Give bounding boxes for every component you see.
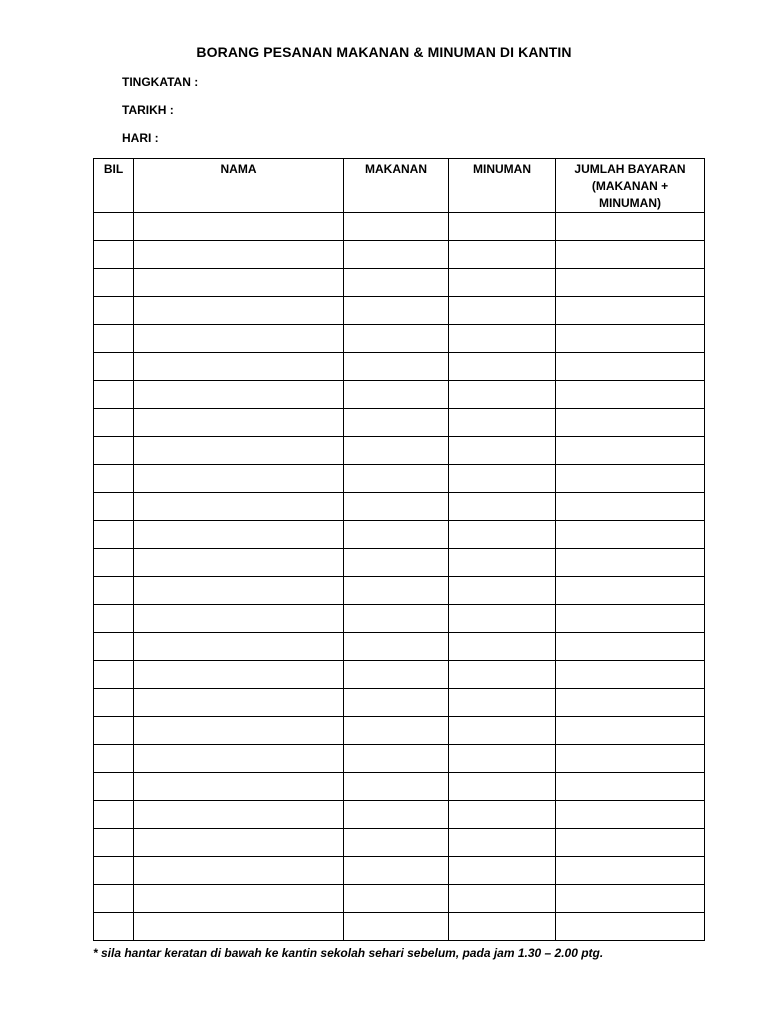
cell-nama — [134, 689, 344, 717]
cell-makanan — [344, 549, 449, 577]
cell-nama — [134, 857, 344, 885]
cell-nama — [134, 437, 344, 465]
table-row — [94, 913, 705, 941]
cell-jumlah-bayaran — [556, 549, 705, 577]
cell-makanan — [344, 269, 449, 297]
header-row — [94, 159, 705, 213]
table-row — [94, 213, 705, 241]
cell-minuman — [449, 465, 556, 493]
cell-bil — [94, 493, 134, 521]
table-row — [94, 801, 705, 829]
cell-minuman — [449, 857, 556, 885]
cell-makanan — [344, 325, 449, 353]
cell-nama — [134, 605, 344, 633]
cell-minuman — [449, 269, 556, 297]
cell-bil — [94, 381, 134, 409]
cell-bil — [94, 913, 134, 941]
cell-jumlah-bayaran — [556, 745, 705, 773]
cell-makanan — [344, 661, 449, 689]
cell-bil — [94, 325, 134, 353]
cell-bil — [94, 689, 134, 717]
table-row — [94, 521, 705, 549]
cell-minuman — [449, 829, 556, 857]
cell-nama — [134, 493, 344, 521]
cell-minuman — [449, 213, 556, 241]
header-makanan: MAKANAN — [344, 159, 449, 213]
header-jumlah-line-2: (MAKANAN + — [591, 179, 669, 193]
cell-minuman — [449, 325, 556, 353]
cell-makanan — [344, 353, 449, 381]
cell-makanan — [344, 885, 449, 913]
cell-nama — [134, 325, 344, 353]
cell-makanan — [344, 857, 449, 885]
table-row — [94, 353, 705, 381]
cell-makanan — [344, 409, 449, 437]
hari-label: HARI : — [122, 131, 159, 145]
cell-bil — [94, 549, 134, 577]
cell-nama — [134, 885, 344, 913]
cell-bil — [94, 521, 134, 549]
cell-jumlah-bayaran — [556, 465, 705, 493]
table-row — [94, 829, 705, 857]
cell-bil — [94, 885, 134, 913]
cell-minuman — [449, 661, 556, 689]
table-row — [94, 409, 705, 437]
tarikh-label: TARIKH : — [122, 103, 174, 117]
table-row — [94, 297, 705, 325]
cell-nama — [134, 549, 344, 577]
cell-bil — [94, 801, 134, 829]
cell-makanan — [344, 773, 449, 801]
header-minuman: MINUMAN — [449, 159, 556, 213]
tingkatan-label: TINGKATAN : — [122, 75, 199, 89]
cell-nama — [134, 913, 344, 941]
cell-minuman — [449, 745, 556, 773]
cell-makanan — [344, 381, 449, 409]
order-table — [93, 158, 705, 941]
cell-nama — [134, 521, 344, 549]
cell-minuman — [449, 801, 556, 829]
cell-nama — [134, 773, 344, 801]
cell-nama — [134, 353, 344, 381]
cell-minuman — [449, 549, 556, 577]
cell-jumlah-bayaran — [556, 521, 705, 549]
cell-makanan — [344, 521, 449, 549]
header-bil: BIL — [94, 159, 134, 213]
cell-makanan — [344, 577, 449, 605]
table-row — [94, 437, 705, 465]
cell-minuman — [449, 885, 556, 913]
table-row — [94, 773, 705, 801]
table-row — [94, 465, 705, 493]
cell-makanan — [344, 689, 449, 717]
cell-bil — [94, 773, 134, 801]
cell-jumlah-bayaran — [556, 885, 705, 913]
cell-bil — [94, 409, 134, 437]
cell-minuman — [449, 773, 556, 801]
cell-minuman — [449, 409, 556, 437]
cell-jumlah-bayaran — [556, 829, 705, 857]
table-row — [94, 269, 705, 297]
cell-minuman — [449, 605, 556, 633]
form-title: BORANG PESANAN MAKANAN & MINUMAN DI KANTIN — [196, 44, 572, 60]
table-row — [94, 633, 705, 661]
cell-minuman — [449, 297, 556, 325]
cell-bil — [94, 297, 134, 325]
cell-jumlah-bayaran — [556, 297, 705, 325]
cell-nama — [134, 409, 344, 437]
cell-nama — [134, 829, 344, 857]
header-jumlah-bayaran — [556, 159, 705, 213]
cell-minuman — [449, 633, 556, 661]
cell-makanan — [344, 913, 449, 941]
cell-makanan — [344, 633, 449, 661]
cell-makanan — [344, 829, 449, 857]
table-row — [94, 493, 705, 521]
table-row — [94, 689, 705, 717]
cell-bil — [94, 241, 134, 269]
header-jumlah-line-3: MINUMAN) — [599, 196, 661, 210]
cell-jumlah-bayaran — [556, 773, 705, 801]
cell-nama — [134, 801, 344, 829]
cell-jumlah-bayaran — [556, 801, 705, 829]
cell-bil — [94, 633, 134, 661]
cell-bil — [94, 465, 134, 493]
cell-jumlah-bayaran — [556, 661, 705, 689]
cell-nama — [134, 661, 344, 689]
cell-jumlah-bayaran — [556, 325, 705, 353]
cell-jumlah-bayaran — [556, 913, 705, 941]
table-row — [94, 885, 705, 913]
cell-makanan — [344, 241, 449, 269]
cell-jumlah-bayaran — [556, 241, 705, 269]
cell-jumlah-bayaran — [556, 605, 705, 633]
cell-bil — [94, 829, 134, 857]
cell-makanan — [344, 605, 449, 633]
cell-makanan — [344, 745, 449, 773]
cell-jumlah-bayaran — [556, 269, 705, 297]
cell-jumlah-bayaran — [556, 493, 705, 521]
cell-jumlah-bayaran — [556, 577, 705, 605]
cell-bil — [94, 605, 134, 633]
cell-jumlah-bayaran — [556, 717, 705, 745]
cell-jumlah-bayaran — [556, 409, 705, 437]
cell-minuman — [449, 241, 556, 269]
cell-nama — [134, 213, 344, 241]
cell-minuman — [449, 521, 556, 549]
cell-bil — [94, 661, 134, 689]
table-row — [94, 241, 705, 269]
cell-bil — [94, 857, 134, 885]
cell-minuman — [449, 577, 556, 605]
cell-minuman — [449, 689, 556, 717]
cell-nama — [134, 241, 344, 269]
table-row — [94, 549, 705, 577]
cell-minuman — [449, 493, 556, 521]
cell-nama — [134, 745, 344, 773]
table-row — [94, 745, 705, 773]
cell-minuman — [449, 913, 556, 941]
cell-nama — [134, 633, 344, 661]
table-row — [94, 661, 705, 689]
cell-bil — [94, 717, 134, 745]
cell-jumlah-bayaran — [556, 633, 705, 661]
cell-bil — [94, 437, 134, 465]
cell-bil — [94, 353, 134, 381]
footnote: * sila hantar keratan di bawah ke kantin sekolah sehari sebelum, pada jam 1.30 – 2.00 ptg. — [93, 946, 604, 960]
cell-jumlah-bayaran — [556, 689, 705, 717]
cell-minuman — [449, 717, 556, 745]
cell-jumlah-bayaran — [556, 381, 705, 409]
cell-nama — [134, 577, 344, 605]
cell-makanan — [344, 297, 449, 325]
cell-bil — [94, 577, 134, 605]
cell-makanan — [344, 465, 449, 493]
cell-nama — [134, 297, 344, 325]
cell-nama — [134, 381, 344, 409]
order-table-body — [94, 213, 705, 941]
cell-nama — [134, 465, 344, 493]
cell-makanan — [344, 717, 449, 745]
table-row — [94, 857, 705, 885]
table-row — [94, 577, 705, 605]
cell-nama — [134, 717, 344, 745]
cell-jumlah-bayaran — [556, 857, 705, 885]
table-row — [94, 605, 705, 633]
table-row — [94, 381, 705, 409]
cell-minuman — [449, 381, 556, 409]
cell-nama — [134, 269, 344, 297]
cell-makanan — [344, 493, 449, 521]
cell-makanan — [344, 213, 449, 241]
table-row — [94, 717, 705, 745]
cell-makanan — [344, 801, 449, 829]
cell-makanan — [344, 437, 449, 465]
table-row — [94, 325, 705, 353]
cell-jumlah-bayaran — [556, 437, 705, 465]
cell-jumlah-bayaran — [556, 353, 705, 381]
cell-minuman — [449, 353, 556, 381]
cell-minuman — [449, 437, 556, 465]
cell-bil — [94, 213, 134, 241]
header-jumlah-line-1: JUMLAH BAYARAN — [574, 162, 686, 176]
header-nama: NAMA — [134, 159, 344, 213]
cell-bil — [94, 745, 134, 773]
cell-bil — [94, 269, 134, 297]
cell-jumlah-bayaran — [556, 213, 705, 241]
